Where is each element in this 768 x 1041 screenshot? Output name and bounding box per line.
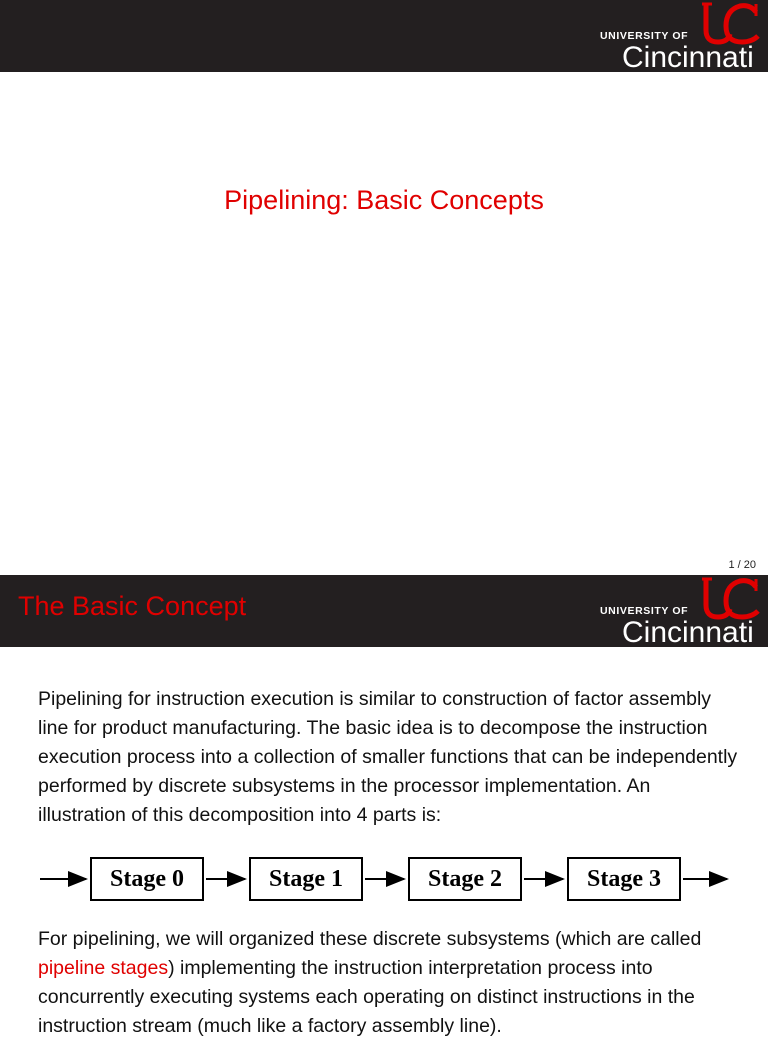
stage-box-3: Stage 3 (567, 857, 681, 901)
content-slide (0, 575, 768, 1037)
page-number: 1 / 20 (728, 559, 756, 571)
header-bar (0, 575, 768, 647)
frame-title: The Basic Concept (18, 591, 247, 621)
logo-university-of: UNIVERSITY OF (600, 605, 689, 617)
uc-monogram-icon (698, 575, 768, 621)
stage-box-2: Stage 2 (408, 857, 522, 901)
stage-box-1: Stage 1 (249, 857, 363, 901)
header-bar (0, 0, 768, 72)
presentation-title: Pipelining: Basic Concepts (224, 185, 544, 215)
university-logo (598, 0, 768, 72)
pipelining-paragraph (38, 925, 738, 1041)
logo-cincinnati: Cincinnati (622, 41, 754, 74)
university-logo (598, 575, 768, 647)
logo-university-of: UNIVERSITY OF (600, 30, 689, 42)
paragraph-text-before: For pipelining, we will organized these discrete subsystems (which are called (38, 928, 702, 950)
pipeline-stages-term: pipeline stages (38, 957, 169, 979)
intro-paragraph: Pipelining for instruction execution is similar to construction of factor assembly line for product manufacturing. The basic idea is to decompose the instruction execution process into a collection of smaller functions that can be independently performed by discrete subsystems in the processor implementation. An illustration of this decomposition into 4 parts is: (38, 688, 738, 826)
pipeline-diagram (0, 855, 768, 907)
paragraph-text-after: ) implementing the instruction interpretation process into concurrently executing systems each operating on distinct instructions in the instruction stream (much like a factory assembly line). (38, 957, 695, 1037)
uc-monogram-icon (698, 0, 768, 46)
logo-cincinnati: Cincinnati (622, 616, 754, 649)
stage-box-0: Stage 0 (90, 857, 204, 901)
